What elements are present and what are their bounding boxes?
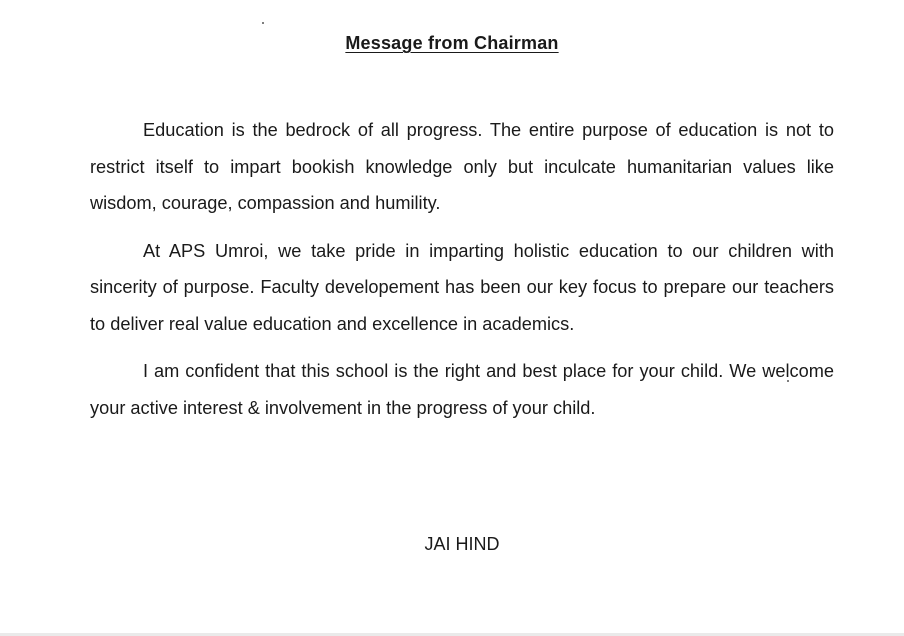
scan-speck: [262, 22, 264, 24]
page-title-text: Message from Chairman: [345, 33, 559, 53]
paragraph-3: I am confident that this school is the right and best place for your child. We welcome your active interest & involvement in the progress of your child.: [90, 361, 834, 418]
message-body: [90, 112, 834, 437]
closing-salutation: JAI HIND: [424, 534, 500, 554]
page-title: [0, 33, 904, 54]
paragraph-1: Education is the bedrock of all progress. The entire purpose of education is not to restrict itself to impart bookish knowledge only but inculcate humanitarian values like wisdom, courage, compassion and humility.: [90, 120, 834, 213]
paragraph-2: At APS Umroi, we take pride in imparting holistic education to our children with sincerity of purpose. Faculty developement has been our key focus to prepare our teachers to deliver real value education and excellence in academics.: [90, 240, 834, 334]
